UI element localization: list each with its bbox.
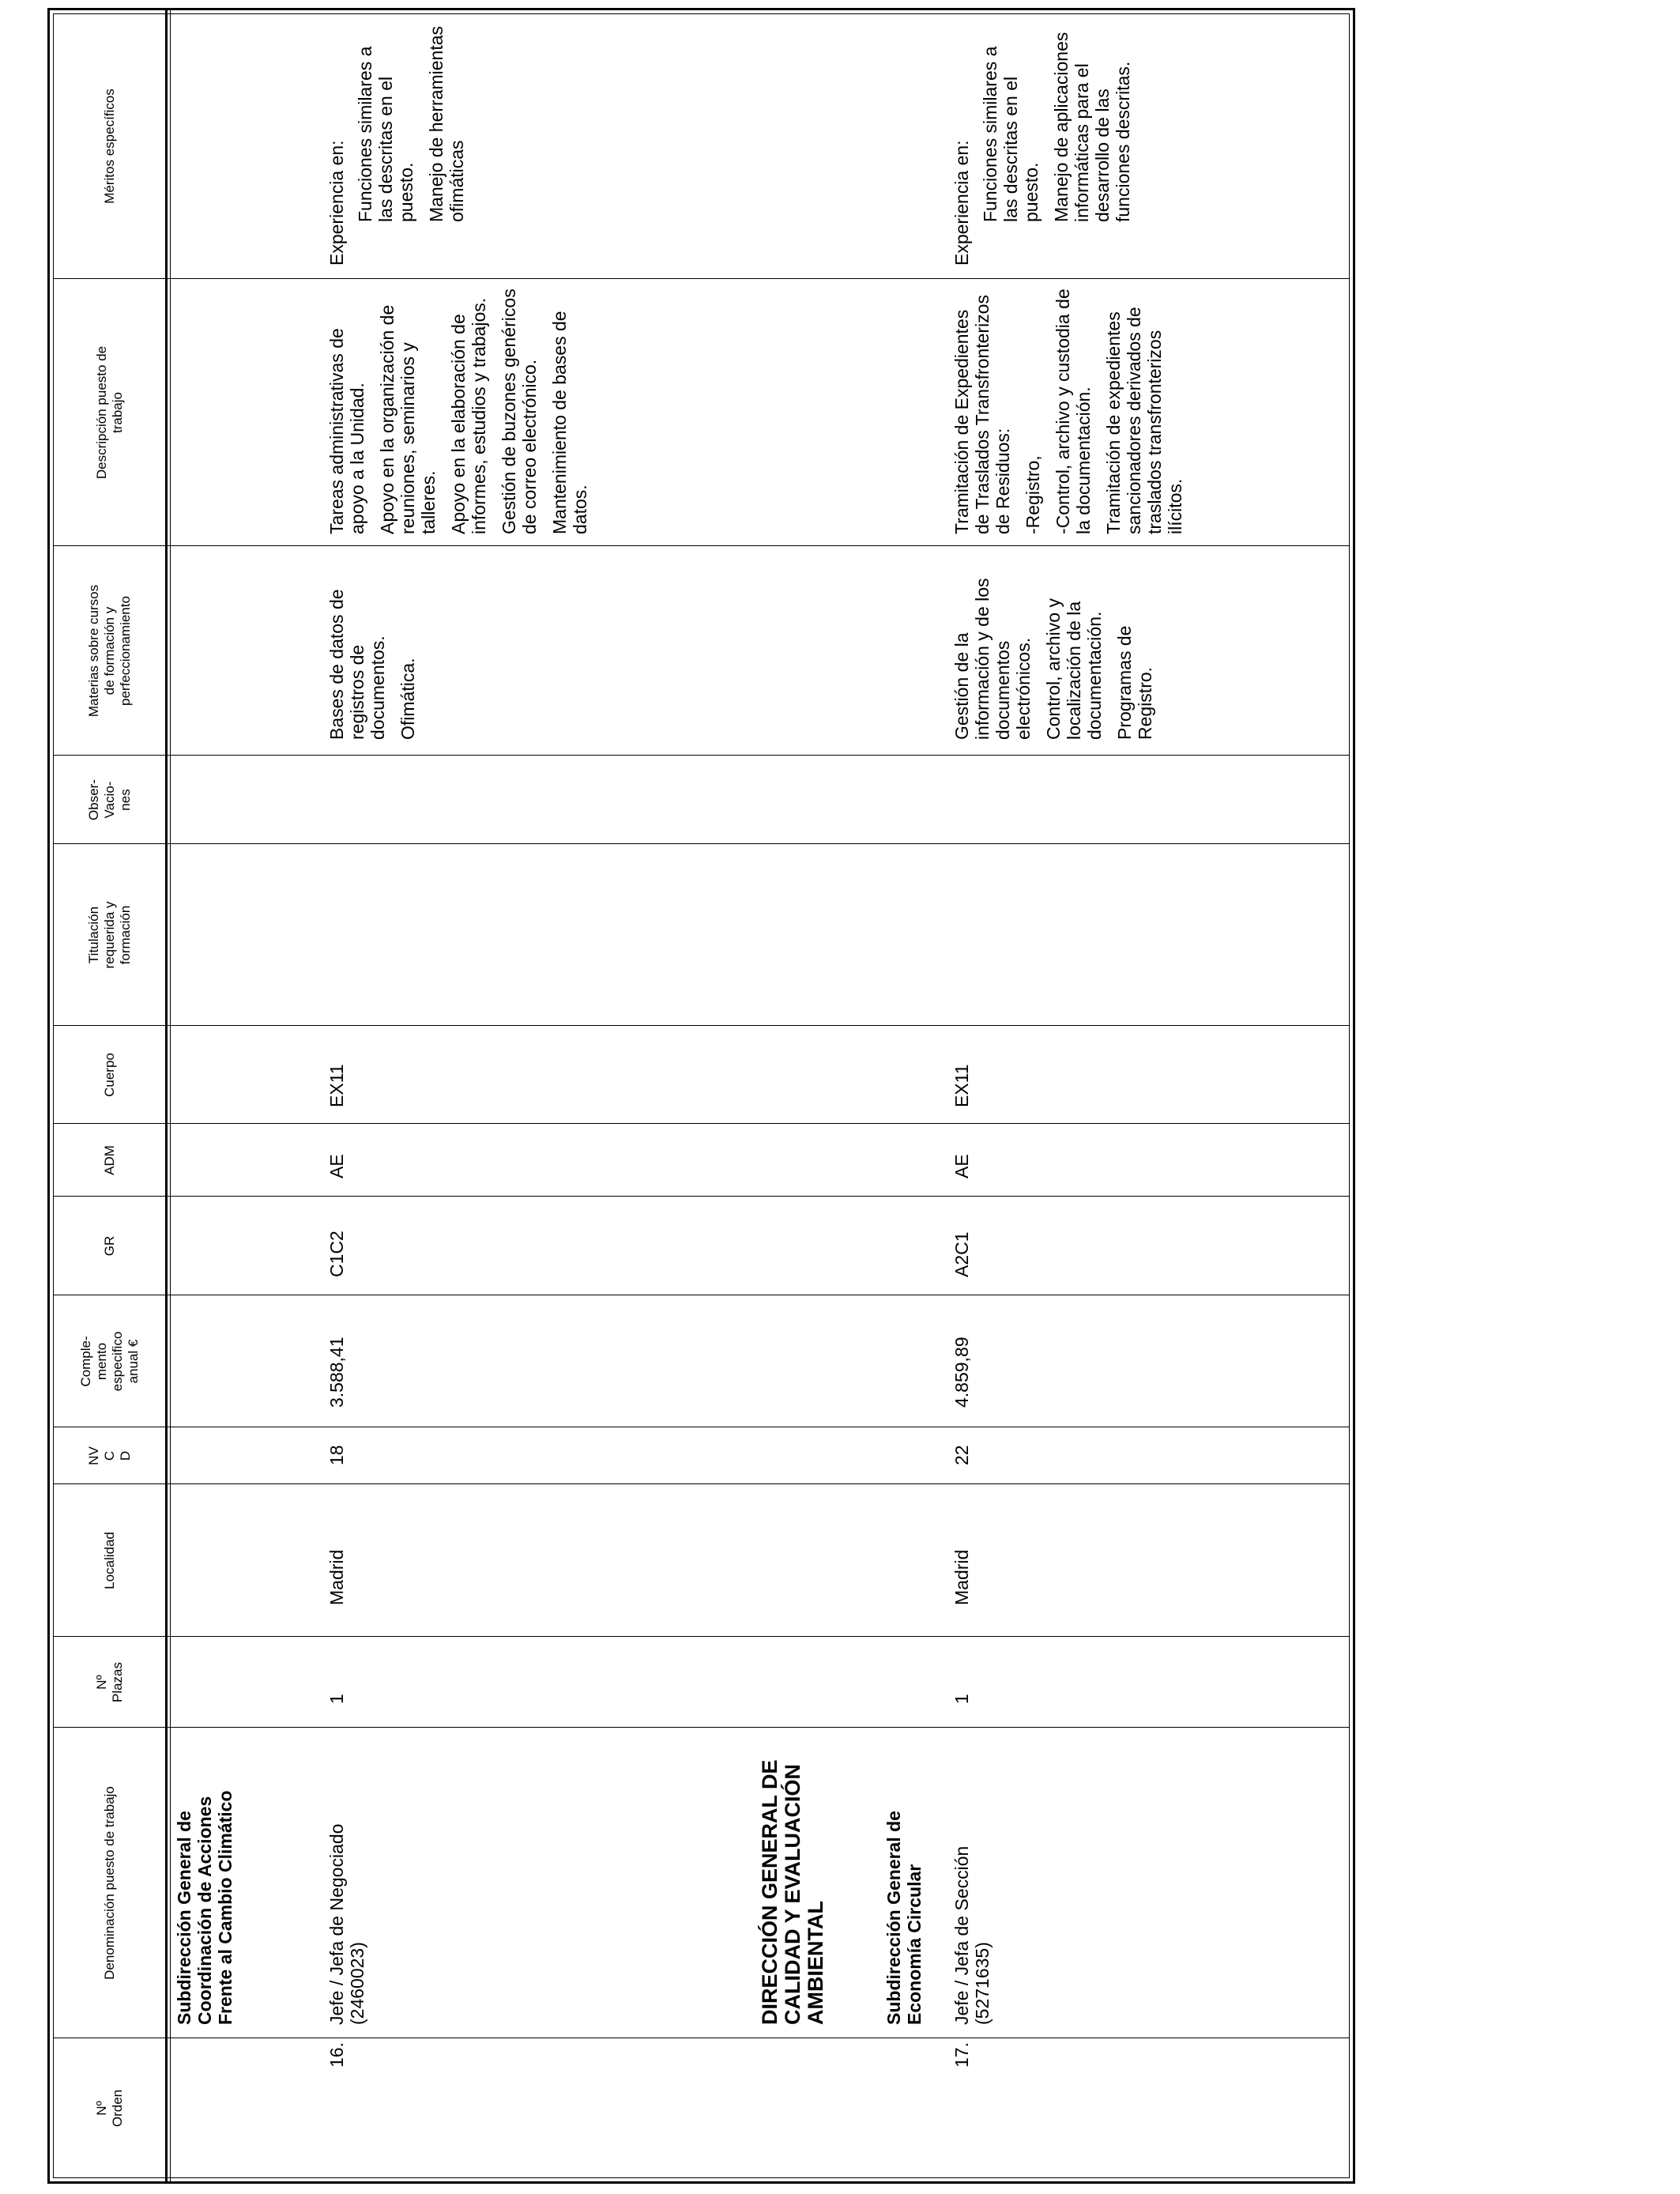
row17-plazas: 1	[951, 1694, 972, 1704]
row17-descripcion-item: Tramitación de Expedientes de Traslados Transfronterizos de Residuos:	[951, 295, 1013, 534]
row16-meritos-intro: Experiencia en:	[326, 140, 347, 266]
header-separator-inner	[170, 8, 171, 2184]
header-plazas: Nº Plazas	[93, 1661, 125, 1703]
header-nvcd: NV C D	[85, 1446, 133, 1465]
row16-denominacion: Jefe / Jefa de Negociado (2460023)	[326, 1823, 367, 2025]
row16-merito: Funciones similares a las descritas en el puesto.	[355, 46, 416, 222]
header-materias: Materias sobre cursos de formación y perfeccionamiento	[85, 584, 133, 718]
col-divider	[53, 843, 1350, 844]
row16-localidad: Madrid	[326, 1549, 347, 1605]
row17-materia: Gestión de la información y de los documentos electrónicos.	[951, 578, 1034, 740]
row16-descripcion-item: Mantenimiento de bases de datos.	[549, 311, 590, 534]
header-denominacion: Denominación puesto de trabajo	[101, 1786, 117, 1980]
header-complemento: Comple- mento especifico anual €	[77, 1331, 141, 1392]
header-titulacion: Titulación requerida y formación	[85, 901, 133, 969]
row16-merito: Manejo de herramientas ofimáticas	[426, 25, 467, 222]
row17-meritos-intro: Experiencia en:	[951, 140, 972, 266]
row17-adm: AE	[951, 1154, 972, 1178]
header-localidad: Localidad	[101, 1532, 117, 1589]
header-observaciones: Obser- Vacio- nes	[85, 779, 133, 820]
header-adm: ADM	[101, 1145, 117, 1175]
row17-merito: Manejo de aplicaciones informáticas para el desarrollo de las funciones descritas.	[1051, 32, 1133, 222]
row16-descripcion-item: Apoyo en la organización de reuniones, seminarios y talleres.	[377, 304, 439, 534]
row16-materia: Ofimática.	[397, 658, 418, 740]
row17-materia: Control, archivo y localización de la documentación.	[1043, 598, 1105, 740]
col-divider	[53, 1483, 1350, 1484]
direccion-general-title: DIRECCIÓN GENERAL DE CALIDAD Y EVALUACIÓN AMBIENTAL	[758, 1759, 827, 2025]
col-divider	[53, 1636, 1350, 1637]
row17-denominacion: Jefe / Jefa de Sección (5271635)	[951, 1845, 993, 2025]
row17-orden: 17.	[951, 2042, 972, 2068]
row16-complemento: 3.588,41	[326, 1336, 347, 1408]
row16-nvcd: 18	[326, 1445, 347, 1465]
row17-descripcion	[951, 285, 1195, 534]
row17-cuerpo: EX11	[951, 1064, 972, 1107]
row17-meritos	[951, 21, 1143, 266]
row16-plazas: 1	[326, 1694, 347, 1704]
row17-complemento: 4.859,89	[951, 1336, 972, 1408]
subdireccion-title-1: Subdirección General de Coordinación de Acciones Frente al Cambio Climático	[174, 1790, 235, 2025]
col-divider	[53, 1123, 1350, 1124]
row16-orden: 16.	[326, 2042, 347, 2068]
row16-descripcion-item: Apoyo en la elaboración de informes, estudios y trabajos.	[448, 297, 489, 534]
row16-descripcion-item: Tareas administrativas de apoyo a la Unidad.	[326, 328, 367, 534]
row17-nvcd: 22	[951, 1445, 972, 1465]
row16-materias	[326, 562, 428, 740]
header-gr: GR	[101, 1235, 117, 1257]
row17-materias	[951, 562, 1165, 740]
col-divider	[53, 1196, 1350, 1197]
row17-merito: Funciones similares a las descritas en el puesto.	[980, 46, 1042, 222]
col-divider	[53, 755, 1350, 756]
row17-materia: Programas de Registro.	[1114, 625, 1155, 740]
row16-descripcion-item: Gestión de buzones genéricos de correo electrónico.	[499, 288, 540, 534]
row16-adm: AE	[326, 1154, 347, 1178]
header-cuerpo: Cuerpo	[101, 1053, 117, 1097]
row17-descripcion-item: Tramitación de expedientes sancionadores derivados de traslados transfronterizos ilícitos.	[1103, 307, 1185, 534]
row17-gr: A2C1	[951, 1231, 972, 1277]
row17-localidad: Madrid	[951, 1549, 972, 1605]
row16-materia: Bases de datos de registros de documentos.	[326, 589, 388, 740]
col-divider	[53, 1727, 1350, 1728]
row16-descripcion	[326, 285, 600, 534]
col-divider	[53, 545, 1350, 546]
row17-descripcion-item: -Control, archivo y custodia de la documentación.	[1053, 288, 1094, 534]
col-divider	[53, 278, 1350, 279]
subdireccion-title-2: Subdirección General de Economía Circular	[883, 1811, 925, 2025]
col-divider	[53, 1025, 1350, 1026]
row16-meritos	[326, 21, 477, 266]
header-orden: Nº Orden	[93, 2089, 125, 2128]
row17-descripcion-item: -Registro,	[1023, 455, 1043, 534]
header-meritos: Méritos específicos	[101, 89, 117, 204]
row16-gr: C1C2	[326, 1231, 347, 1277]
row16-cuerpo: EX11	[326, 1064, 347, 1107]
header-descripcion: Descripción puesto de trabajo	[93, 345, 125, 480]
